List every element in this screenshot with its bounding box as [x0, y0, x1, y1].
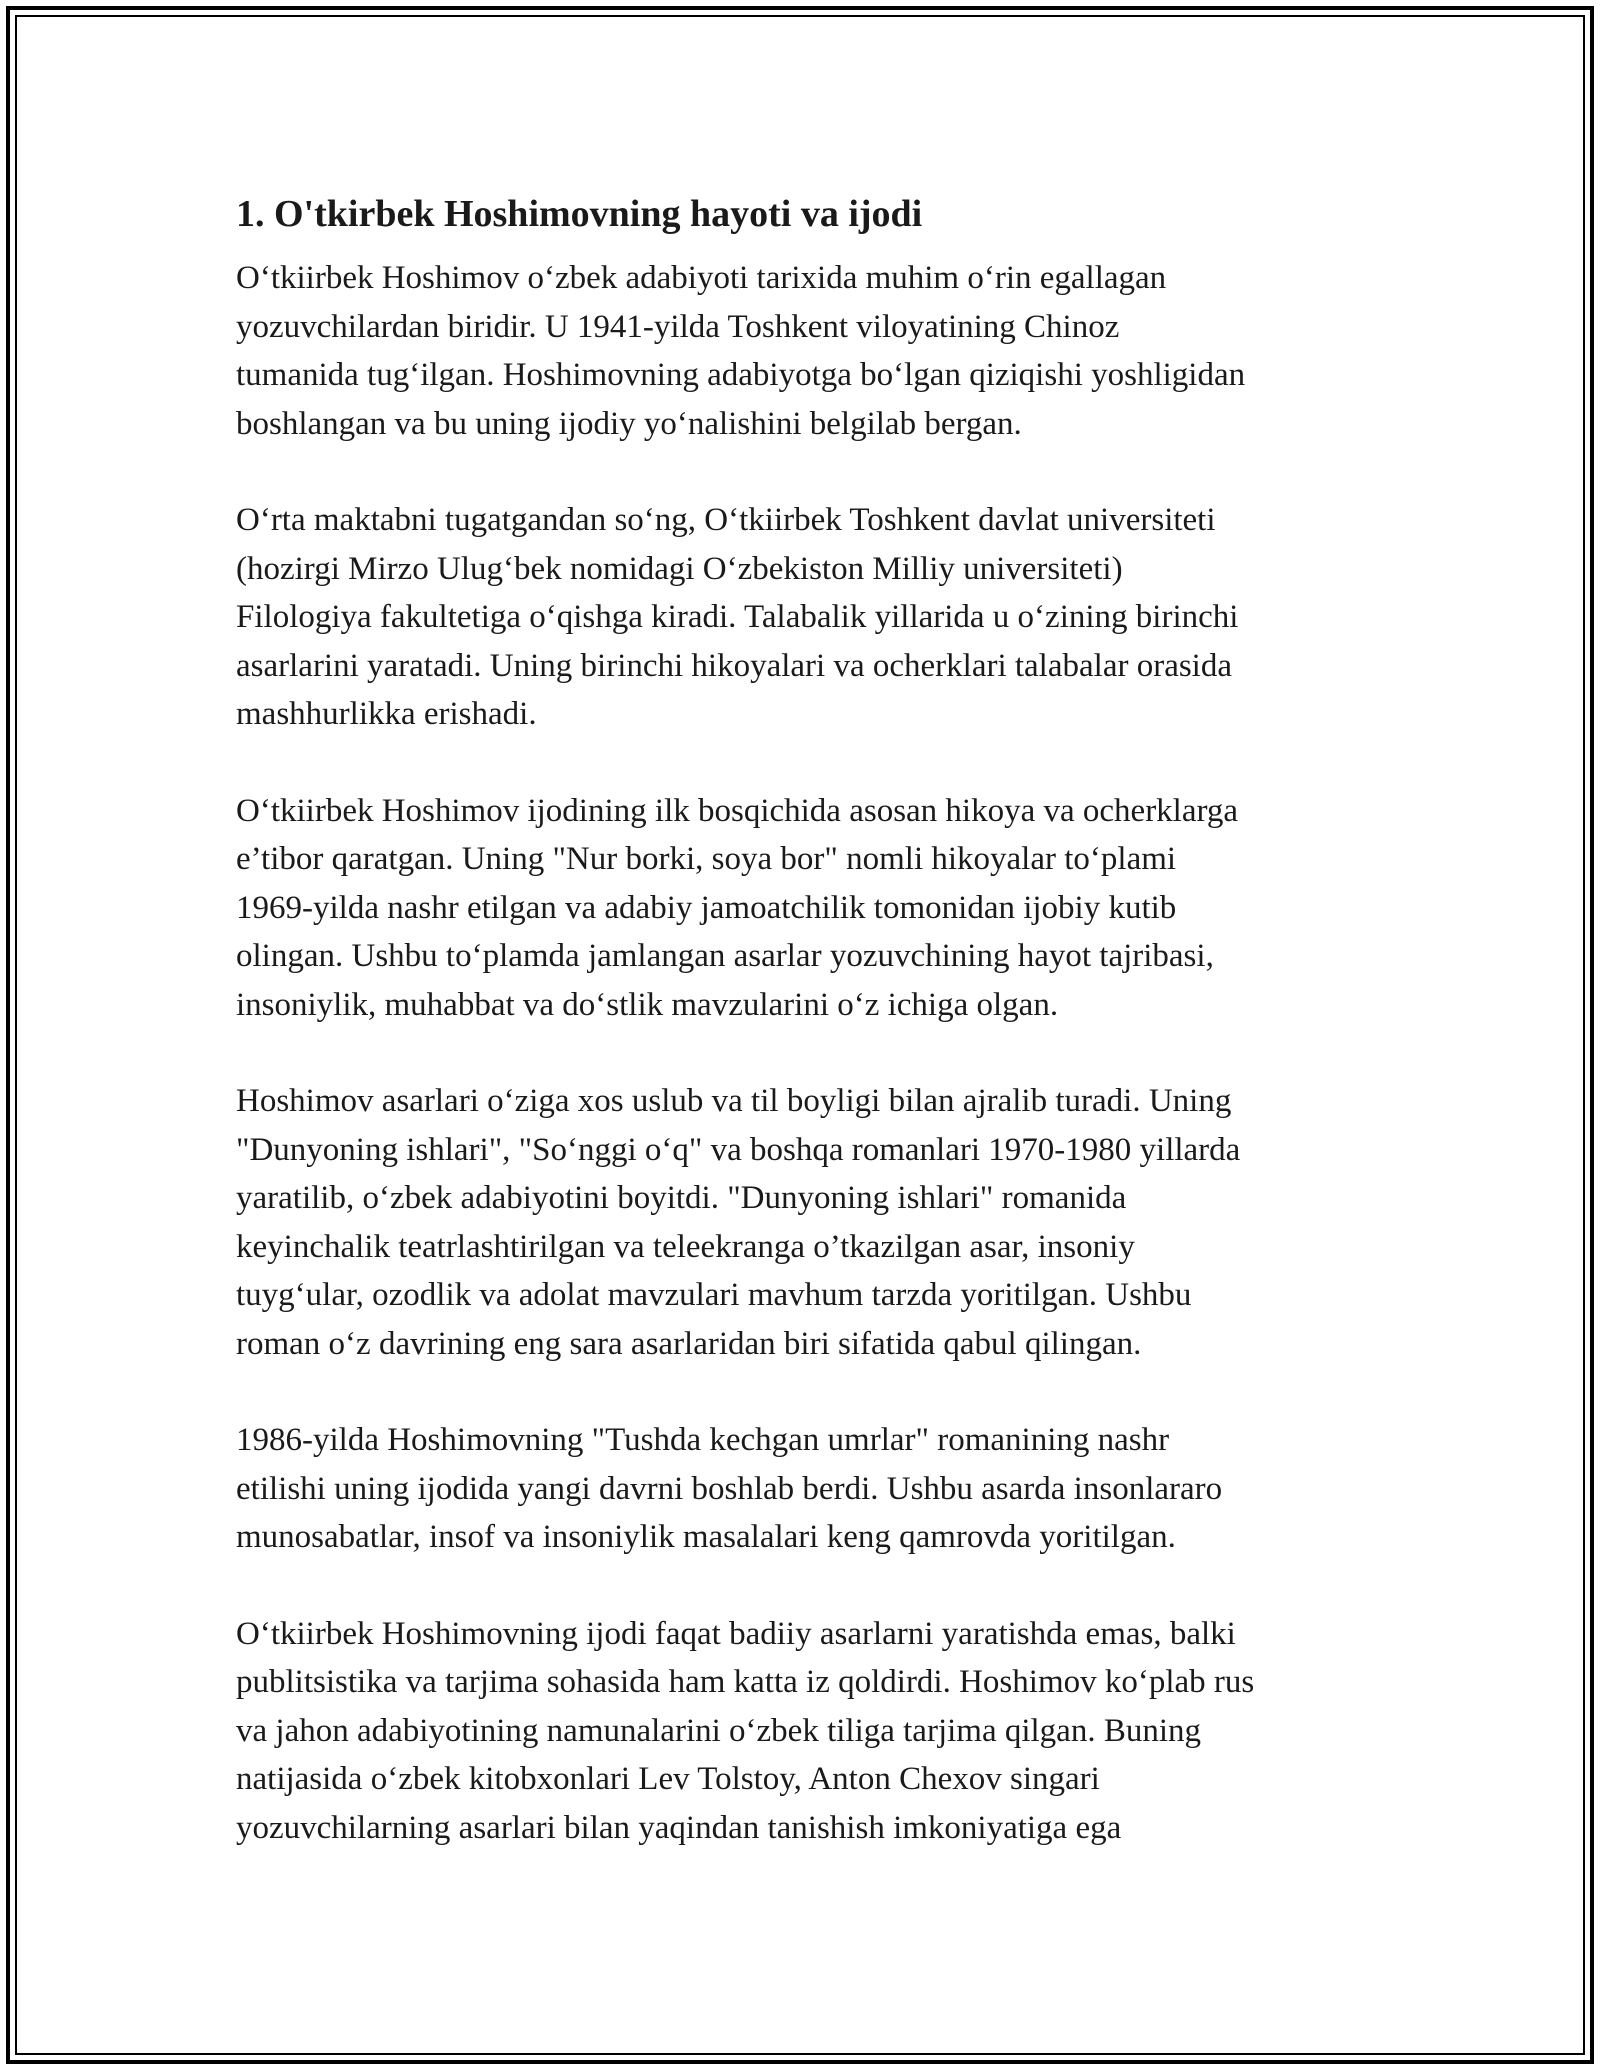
paragraph-line: insoniylik, muhabbat va do‘stlik mavzularini o‘z ichiga olgan. — [236, 986, 1059, 1023]
paragraph-line: O‘rta maktabni tugatgandan so‘ng, O‘tkiirbek Toshkent davlat universiteti — [236, 502, 1216, 538]
paragraph-line: O‘tkiirbek Hoshimovning ijodi faqat badiiy asarlarni yaratishda emas, balki — [236, 1615, 1236, 1652]
paragraph-line: Filologiya fakultetiga o‘qishga kiradi. Talabalik yillarida u o‘zining birinchi — [236, 599, 1239, 635]
paragraph-line: 1986-yilda Hoshimovning "Tushda kechgan umrlar" romanining nashr — [236, 1422, 1170, 1458]
paragraph-line: va jahon adabiyotining namunalarini o‘zbek tiliga tarjima qilgan. Buning — [236, 1712, 1202, 1749]
paragraph-line: yozuvchilarning asarlari bilan yaqindan tanishish imkoniyatiga ega — [236, 1809, 1122, 1846]
paragraph-line: yozuvchilardan biridir. U 1941-yilda Toshkent viloyatining Chinoz — [236, 308, 1120, 345]
paragraph-line: O‘tkiirbek Hoshimov ijodining ilk bosqichida asosan hikoya va ocherklarga — [236, 792, 1239, 829]
paragraph-line: etilishi uning ijodida yangi davrni boshlab berdi. Ushbu asarda insonlararo — [236, 1470, 1223, 1507]
paragraph — [236, 1077, 1396, 1368]
paragraph-line: mashhurlikka erishadi. — [236, 696, 537, 732]
paragraph — [236, 254, 1396, 448]
paragraph-line: natijasida o‘zbek kitobxonlari Lev Tolstoy, Anton Chexov singari — [236, 1761, 1100, 1797]
paragraph-line: O‘tkiirbek Hoshimov o‘zbek adabiyoti tarixida muhim o‘rin egallagan — [236, 260, 1167, 296]
paragraph-line: "Dunyoning ishlari", "So‘nggi o‘q" va boshqa romanlari 1970-1980 yillarda — [236, 1131, 1241, 1168]
paragraph-line: e’tibor qaratgan. Uning "Nur borki, soya bor" nomli hikoyalar to‘plami — [236, 841, 1177, 877]
paragraph — [236, 1610, 1396, 1853]
paragraph-line: publitsistika va tarjima sohasida ham katta iz qoldirdi. Hoshimov ko‘plab rus — [236, 1664, 1255, 1700]
document-body — [236, 186, 1396, 1900]
paragraph-line: olingan. Ushbu to‘plamda jamlangan asarlar yozuvchining hayot tajribasi, — [236, 938, 1214, 974]
paragraph — [236, 1416, 1396, 1562]
paragraph-line: (hozirgi Mirzo Ulug‘bek nomidagi O‘zbekiston Milliy universiteti) — [236, 550, 1123, 587]
paragraph-line: yaratilib, o‘zbek adabiyotini boyitdi. "Dunyoning ishlari" romanida — [236, 1180, 1127, 1216]
paragraph-line: keyinchalik teatrlashtirilgan va teleekranga o’tkazilgan asar, insoniy — [236, 1228, 1135, 1265]
paragraph-line: asarlarini yaratadi. Uning birinchi hikoyalari va ocherklari talabalar orasida — [236, 647, 1232, 684]
paragraph-line: tuyg‘ular, ozodlik va adolat mavzulari mavhum tarzda yoritilgan. Ushbu — [236, 1277, 1192, 1313]
paragraph-line: tumanida tug‘ilgan. Hoshimovning adabiyotga bo‘lgan qiziqishi yoshligidan — [236, 357, 1246, 393]
paragraph-list — [236, 254, 1396, 1852]
paragraph-line: boshlangan va bu uning ijodiy yo‘nalishini belgilab bergan. — [236, 405, 1022, 442]
paragraph — [236, 496, 1396, 739]
paragraph-line: Hoshimov asarlari o‘ziga xos uslub va til boyligi bilan ajralib turadi. Uning — [236, 1083, 1232, 1119]
paragraph-line: munosabatlar, insof va insoniylik masalalari keng qamrovda yoritilgan. — [236, 1519, 1176, 1555]
paragraph-line: roman o‘z davrining eng sara asarlaridan biri sifatida qabul qilingan. — [236, 1325, 1142, 1362]
section-heading: 1. O'tkirbek Hoshimovning hayoti va ijodi — [236, 193, 923, 235]
paragraph — [236, 787, 1396, 1030]
paragraph-line: 1969-yilda nashr etilgan va adabiy jamoatchilik tomonidan ijobiy kutib — [236, 889, 1177, 926]
